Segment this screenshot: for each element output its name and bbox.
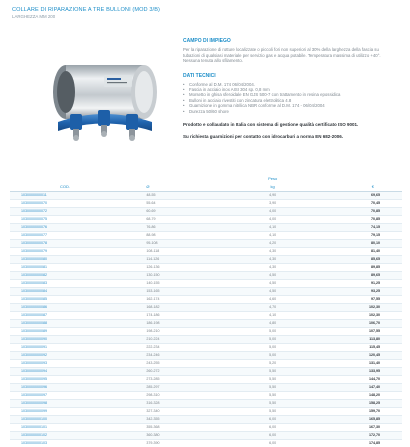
- cell-diameter: 298-310: [146, 392, 160, 397]
- cell-diameter: 48-55: [146, 192, 156, 197]
- cell-price: 102,30: [369, 312, 380, 317]
- cell-weight: 4,50: [269, 280, 277, 285]
- column-header-diameter: Ø: [146, 184, 150, 190]
- cell-code: 1030000000088: [21, 320, 47, 325]
- cell-code: 1030000000082: [21, 272, 47, 277]
- cell-code: 1030000000089: [21, 328, 47, 333]
- cell-code: 1030000000079: [21, 248, 47, 253]
- cell-weight: 6,00: [269, 424, 277, 429]
- cell-price: 70,85: [371, 208, 380, 213]
- cell-diameter: 243-255: [146, 360, 160, 365]
- cell-code: 1030000000096: [21, 384, 47, 389]
- cell-price: 97,55: [371, 296, 380, 301]
- cell-price: 115,45: [369, 344, 380, 349]
- cell-code: 1030000000098: [21, 400, 47, 405]
- table-row: [10, 191, 402, 199]
- cell-code: 1030000000092: [21, 352, 47, 357]
- cell-price: 107,55: [369, 328, 380, 333]
- table-row: [10, 359, 402, 367]
- cell-diameter: 130-150: [146, 272, 160, 277]
- table-row: [10, 335, 402, 343]
- cell-code: 1030000000102: [21, 432, 47, 437]
- cell-weight: 4,60: [269, 296, 277, 301]
- table-row: [10, 439, 402, 447]
- spec-item: • Conforme al D.M. 174 06/04/2004.: [183, 82, 388, 87]
- cell-code: 1030000000078: [21, 240, 47, 245]
- table-row: [10, 351, 402, 359]
- cell-price: 159,70: [369, 408, 380, 413]
- cell-diameter: 68-79: [146, 216, 156, 221]
- cell-weight: 5,50: [269, 384, 277, 389]
- cell-price: 120,45: [369, 352, 380, 357]
- cell-weight: 4,00: [269, 208, 277, 213]
- cell-price: 91,25: [371, 280, 380, 285]
- cell-diameter: 60-69: [146, 208, 156, 213]
- cell-diameter: 153-165: [146, 288, 160, 293]
- table-row: [10, 383, 402, 391]
- cell-diameter: 210-224: [146, 336, 160, 341]
- cell-price: 106,70: [369, 320, 380, 325]
- price-table: [10, 174, 402, 447]
- table-row: [10, 247, 402, 255]
- cell-code: 1030000000094: [21, 368, 47, 373]
- table-row: [10, 407, 402, 415]
- cell-code: 1030000000097: [21, 392, 47, 397]
- cell-diameter: 114-126: [146, 256, 160, 261]
- cell-weight: 5,20: [269, 360, 277, 365]
- cell-code: 1030000000090: [21, 336, 47, 341]
- cell-price: 89,65: [371, 272, 380, 277]
- campo-text: Per la riparazione di rotture localizzate o piccoli fori non superiori al 30% della larghezza della fascia su tubazioni di qualsiasi materiale per servizio gas e acqua potabile. Temperatura massima di utilizzo +40°. Nessuna tenuta allo sfilamento.: [183, 47, 381, 63]
- cell-code: 1030000000075: [21, 216, 47, 221]
- cell-diameter: 316-328: [146, 400, 160, 405]
- cell-weight: 5,50: [269, 368, 277, 373]
- table-row: [10, 295, 402, 303]
- cell-code: 1030000000087: [21, 312, 47, 317]
- cell-code: 1030000000101: [21, 424, 47, 429]
- cell-code: 1030000000086: [21, 304, 47, 309]
- cell-weight: 5,00: [269, 328, 277, 333]
- cell-code: 1030000000072: [21, 208, 47, 213]
- table-row: [10, 343, 402, 351]
- cell-weight: 6,00: [269, 440, 277, 445]
- cell-weight: 4,10: [269, 232, 277, 237]
- certification-note: Prodotto e collaudato in Italia con sistema di gestione qualità certificato ISO 9001.: [183, 121, 359, 127]
- cell-weight: 4,30: [269, 264, 277, 269]
- cell-price: 174,85: [369, 440, 380, 445]
- cell-price: 165,85: [369, 416, 380, 421]
- cell-diameter: 355-368: [146, 424, 160, 429]
- cell-weight: 4,30: [269, 248, 277, 253]
- table-row: [10, 319, 402, 327]
- table-row: [10, 271, 402, 279]
- cell-code: 1030000000100: [21, 416, 47, 421]
- cell-diameter: 327-340: [146, 408, 160, 413]
- cell-price: 79,15: [371, 232, 380, 237]
- dati-heading: DATI TECNICI: [183, 72, 216, 79]
- cell-price: 74,15: [371, 224, 380, 229]
- table-row: [10, 239, 402, 247]
- cell-weight: 4,70: [269, 304, 277, 309]
- cell-diameter: 174-186: [146, 312, 160, 317]
- cell-weight: 5,00: [269, 352, 277, 357]
- cell-code: 1030000000091: [21, 344, 47, 349]
- cell-code: 1030000000081: [21, 264, 47, 269]
- table-row: [10, 311, 402, 319]
- page-title: COLLARE DI RIPARAZIONE A TRE BULLONI (MOD 3/B): [12, 7, 160, 13]
- cell-weight: 5,50: [269, 392, 277, 397]
- table-row: [10, 391, 402, 399]
- cell-price: 85,65: [371, 256, 380, 261]
- cell-diameter: 140-155: [146, 280, 160, 285]
- cell-weight: 4,20: [269, 240, 277, 245]
- cell-price: 93,25: [371, 288, 380, 293]
- cell-diameter: 76-86: [146, 224, 156, 229]
- cell-code: 1030000000099: [21, 408, 47, 413]
- cell-price: 80,10: [371, 240, 380, 245]
- cell-weight: 4,50: [269, 272, 277, 277]
- table-row: [10, 399, 402, 407]
- cell-code: 1030000000080: [21, 256, 47, 261]
- cell-diameter: 234-246: [146, 352, 160, 357]
- cell-diameter: 108-118: [146, 248, 160, 253]
- table-row: [10, 375, 402, 383]
- cell-diameter: 186-198: [146, 320, 160, 325]
- cell-diameter: 273-285: [146, 376, 160, 381]
- spec-item: • Durezza 50/60 shore: [183, 109, 388, 114]
- cell-code: 1030000000011: [21, 192, 47, 197]
- cell-diameter: 55-64: [146, 200, 156, 205]
- cell-code: 1030000000103: [21, 440, 47, 445]
- cell-price: 131,40: [369, 360, 380, 365]
- cell-price: 113,80: [369, 336, 380, 341]
- table-row: [10, 263, 402, 271]
- cell-code: 1030000000076: [21, 224, 47, 229]
- table-row: [10, 207, 402, 215]
- table-row: [10, 431, 402, 439]
- table-body: [10, 191, 402, 447]
- column-header-code: COD.: [60, 184, 70, 190]
- table-row: [10, 303, 402, 311]
- spec-list: [183, 82, 388, 114]
- spec-item: • Fascia in acciaio inox AISI 304 sp. 0,8 mm: [183, 87, 388, 92]
- table-row: [10, 223, 402, 231]
- cell-diameter: 285-297: [146, 384, 160, 389]
- cell-price: 69,65: [371, 192, 380, 197]
- table-row: [10, 367, 402, 375]
- cell-weight: 5,50: [269, 376, 277, 381]
- spec-item: • Guarnizione in gomma nitrilica NBR conforme al D.M. 174 - 06/04/2004: [183, 103, 388, 108]
- campo-heading: CAMPO DI IMPIEGO: [183, 38, 231, 44]
- cell-diameter: 222-234: [146, 344, 160, 349]
- technical-data: [183, 73, 388, 114]
- cell-code: 1030000000083: [21, 280, 47, 285]
- column-header-weight: Peso: [268, 175, 278, 181]
- cell-price: 144,70: [369, 376, 380, 381]
- price-table-container: [10, 174, 402, 447]
- cell-price: 81,40: [371, 248, 380, 253]
- cell-diameter: 379-390: [146, 440, 160, 445]
- cell-weight: 4,30: [269, 256, 277, 261]
- table-row: [10, 423, 402, 431]
- cell-diameter: 360-380: [146, 432, 160, 437]
- cell-price: 172,70: [369, 432, 380, 437]
- table-row: [10, 231, 402, 239]
- column-header-price: €: [371, 184, 374, 190]
- cell-weight: 4,10: [269, 224, 277, 229]
- cell-diameter: 95-108: [146, 240, 158, 245]
- table-row: [10, 215, 402, 223]
- cell-weight: 4,90: [269, 192, 277, 197]
- cell-code: 1030000000070: [21, 200, 47, 205]
- page-subtitle: LARGHEZZA MM 200: [12, 14, 56, 19]
- cell-code: 1030000000084: [21, 288, 47, 293]
- cell-diameter: 88-98: [146, 232, 156, 237]
- cell-price: 148,20: [369, 392, 380, 397]
- cell-price: 89,85: [371, 264, 380, 269]
- repair-clamp-image: [48, 52, 160, 144]
- info-panel: [183, 38, 388, 139]
- cell-price: 70,85: [371, 216, 380, 221]
- cell-weight: 5,50: [269, 400, 277, 405]
- cell-code: 1030000000085: [21, 296, 47, 301]
- cell-weight: 4,10: [269, 312, 277, 317]
- cell-weight: 4,50: [269, 288, 277, 293]
- cell-diameter: 260-272: [146, 368, 160, 373]
- table-row: [10, 199, 402, 207]
- column-header-weight-unit: kg: [270, 184, 275, 190]
- cell-diameter: 198-210: [146, 328, 160, 333]
- cell-code: 1030000000093: [21, 360, 47, 365]
- cell-price: 102,30: [369, 304, 380, 309]
- request-note: Su richiesta guarnizioni per contatto con idrocarburi a norma EN 682-2006.: [183, 133, 344, 139]
- table-row: [10, 415, 402, 423]
- cell-weight: 5,00: [269, 336, 277, 341]
- cell-diameter: 342-355: [146, 416, 160, 421]
- cell-diameter: 126-136: [146, 264, 160, 269]
- cell-weight: 4,80: [269, 320, 277, 325]
- table-row: [10, 255, 402, 263]
- table-row: [10, 279, 402, 287]
- cell-diameter: 168-182: [146, 304, 160, 309]
- table-row: [10, 287, 402, 295]
- cell-code: 1030000000095: [21, 376, 47, 381]
- cell-code: 1030000000077: [21, 232, 47, 237]
- table-row: [10, 327, 402, 335]
- cell-price: 167,30: [369, 424, 380, 429]
- spec-item: • Morsetto in ghisa sferoidale EN GJS 500-7 con trattamento in resina epossidica: [183, 92, 388, 97]
- cell-price: 147,40: [369, 384, 380, 389]
- cell-weight: 5,00: [269, 344, 277, 349]
- cell-weight: 4,00: [269, 216, 277, 221]
- cell-price: 70,45: [371, 200, 380, 205]
- cell-weight: 6,00: [269, 416, 277, 421]
- cell-weight: 3,90: [269, 200, 277, 205]
- spec-item: • Bulloni in acciaio rivestiti con zincatura elettrolitica 4.8: [183, 98, 388, 103]
- cell-price: 158,25: [369, 400, 380, 405]
- cell-price: 133,95: [369, 368, 380, 373]
- cell-diameter: 162-174: [146, 296, 160, 301]
- cell-weight: 5,50: [269, 408, 277, 413]
- cell-weight: 6,00: [269, 432, 277, 437]
